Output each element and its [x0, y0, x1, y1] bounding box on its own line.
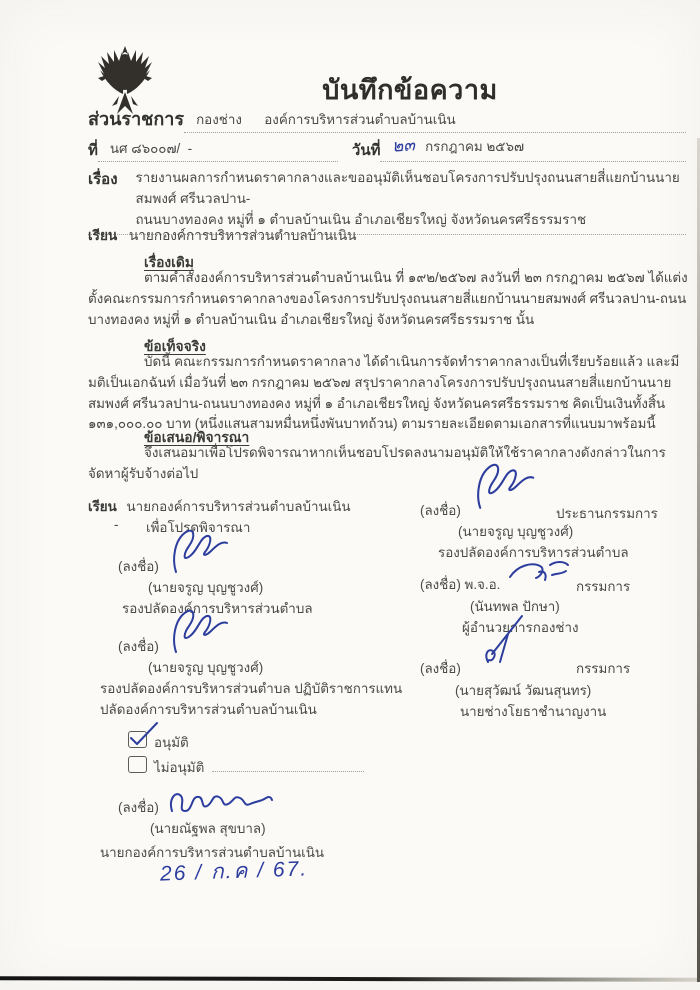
agency-value: กองช่าง องค์การบริหารส่วนตำบลบ้านเนิน: [196, 112, 456, 127]
section-body-facts: บัดนี้ คณะกรรมการกำหนดราคากลาง ได้ดำเนินการจัดทำราคากลางเป็นที่เรียบร้อยแล้ว และมีมติเป็นเอกฉันท์ เมื่อวันที่ ๒๓ กรกฎาคม ๒๕๖๗ สรุปราคากลางโครงการปรับปรุงถนนสายสี่แยกบ้านนายสมพงศ์ ศรีนวลปาน-ถนนบางทองคง หมู่ที่ ๑ อำเภอเชียรใหญ่ จังหวัดนครศรีธรรมราช คิดเป็นเงินทั้งสิ้น ๑๓๑,๐๐๐.๐๐ บาท (หนึ่งแสนสามหมื่นหนึ่งพันบาทถ้วน) ตามรายละเอียดตามเอกสารที่แนบมาพร้อมนี้: [88, 354, 680, 432]
name-member-2: (นายสุวัฒน์ วัฒนสุนทร): [455, 683, 592, 698]
signature-member-1: [506, 556, 570, 588]
position-approver: นายกองค์การบริหารส่วนตำบลบ้านเนิน: [100, 845, 325, 860]
agency-row: [88, 104, 686, 133]
section-heading-proposal: ข้อเสนอ/พิจารณา: [144, 430, 250, 445]
signer-position-forward-2a: รองปลัดองค์การบริหารส่วนตำบล ปฏิบัติราชการแทน: [100, 681, 403, 696]
signature-member-2: [478, 610, 534, 668]
agency-label: ส่วนราชการ: [88, 109, 185, 129]
subject-text: [118, 167, 686, 230]
reject-label: ไม่อนุมัติ: [154, 760, 205, 775]
date-value: กรกฎาคม ๒๕๖๗: [425, 139, 525, 154]
signer-position-forward-2b: ปลัดองค์การบริหารส่วนตำบลบ้านเนิน: [100, 702, 317, 717]
forward-to-value: นายกองค์การบริหารส่วนตำบลบ้านเนิน: [126, 499, 351, 514]
doc-number-label: ที่: [88, 142, 98, 159]
section-body-proposal: จึงเสนอมาเพื่อโปรดพิจารณาหากเห็นชอบโปรดลงนามอนุมัติให้ใช้ราคากลางดังกล่าวในการจัดหาผู้รับจ้างต่อไป: [88, 445, 666, 481]
position-chairman: รองปลัดองค์การบริหารส่วนตำบล: [438, 545, 629, 560]
number-date-row: [88, 132, 686, 162]
reject-checkbox: [128, 756, 147, 773]
section-heading-original: เรื่องเดิม: [144, 255, 194, 270]
handwritten-day: ๒๓: [391, 135, 416, 156]
approve-label: อนุมัติ: [154, 735, 189, 750]
name-approver: (นายณัฐพล สุขบาล): [150, 821, 266, 836]
forward-to-label: เรียน: [88, 499, 117, 514]
document-title: บันทึกข้อความ: [322, 75, 498, 105]
section-body-original: ตามคำสั่งองค์การบริหารส่วนตำบลบ้านเนิน ที่ ๑๙๒/๒๕๖๗ ลงวันที่ ๒๓ กรกฎาคม ๒๕๖๗ ได้แต่งตั้งคณะกรรมการกำหนดราคากลางของโครงการปรับปรุงถนนสายสี่แยกบ้านนายสมพงศ์ ศรีนวลปาน-ถนนบางทองคง หมู่ที่ ๑ ตำบลบ้านเนิน อำเภอเชียรใหญ่ จังหวัดนครศรีธรรมราช นั้น: [88, 270, 688, 327]
position-member-1: ผู้อำนวยการกองช่าง: [462, 620, 579, 635]
signer-name-forward-1: (นายจรูญ บุญชูวงศ์): [148, 580, 264, 595]
forward-note: เพื่อโปรดพิจารณา: [146, 520, 251, 535]
subject-line1: รายงานผลการกำหนดราคากลางและขออนุมัติเห็นชอบโครงการปรับปรุงถนนสายสี่แยกบ้านนายสมพงศ์ ศรีนวลปาน-: [135, 170, 680, 206]
salutation-value: นายกองค์การบริหารส่วนตำบลบ้านเนิน: [129, 228, 357, 243]
handwritten-approval-date: 26 / ก.ค / 67.: [159, 857, 309, 886]
sign-label-member-1: (ลงชื่อ) พ.จ.อ.: [420, 577, 501, 592]
salutation: [88, 224, 356, 246]
sign-label-member-2: (ลงชื่อ): [420, 661, 461, 676]
subject-label: เรื่อง: [88, 171, 118, 188]
forward-note-dash: -: [114, 517, 119, 532]
scan-edge-bottom: [0, 976, 700, 981]
subject-line2: ถนนบางทองคง หมู่ที่ ๑ ตำบลบ้านเนิน อำเภอเชียรใหญ่ จังหวัดนครศรีธรรมราช: [135, 212, 587, 227]
name-chairman: (นายจรูญ บุญชูวงศ์): [458, 524, 574, 539]
signature-chairman: [462, 460, 542, 512]
section-heading-facts: ข้อเท็จจริง: [144, 339, 206, 354]
sign-label-approver: (ลงชื่อ): [118, 800, 159, 815]
sign-label-forward-2: (ลงชื่อ): [118, 639, 159, 654]
role-chairman: ประธานกรรมการ: [556, 506, 658, 521]
date-label: วันที่: [351, 142, 381, 159]
salutation-label: เรียน: [88, 228, 118, 243]
position-member-2: นายช่างโยธาชำนาญงาน: [460, 704, 607, 719]
doc-number-value: นศ ๘๖๐๐๗/ -: [109, 141, 193, 156]
signature-jaroon-1: [162, 526, 232, 576]
signer-name-forward-2: (นายจรูญ บุญชูวงศ์): [148, 660, 264, 675]
forward-to: [88, 496, 351, 517]
reject-dotted-line: [212, 757, 364, 772]
signature-jaroon-2: [162, 606, 232, 656]
sign-label-chairman: (ลงชื่อ): [420, 503, 461, 518]
role-member-1: กรรมการ: [576, 579, 631, 594]
sign-label-forward-1: (ลงชื่อ): [118, 559, 159, 574]
name-member-1: (นันทพล ปักษา): [470, 599, 560, 614]
signer-position-forward-1: รองปลัดองค์การบริหารส่วนตำบล: [122, 601, 313, 616]
role-member-2: กรรมการ: [576, 661, 631, 676]
